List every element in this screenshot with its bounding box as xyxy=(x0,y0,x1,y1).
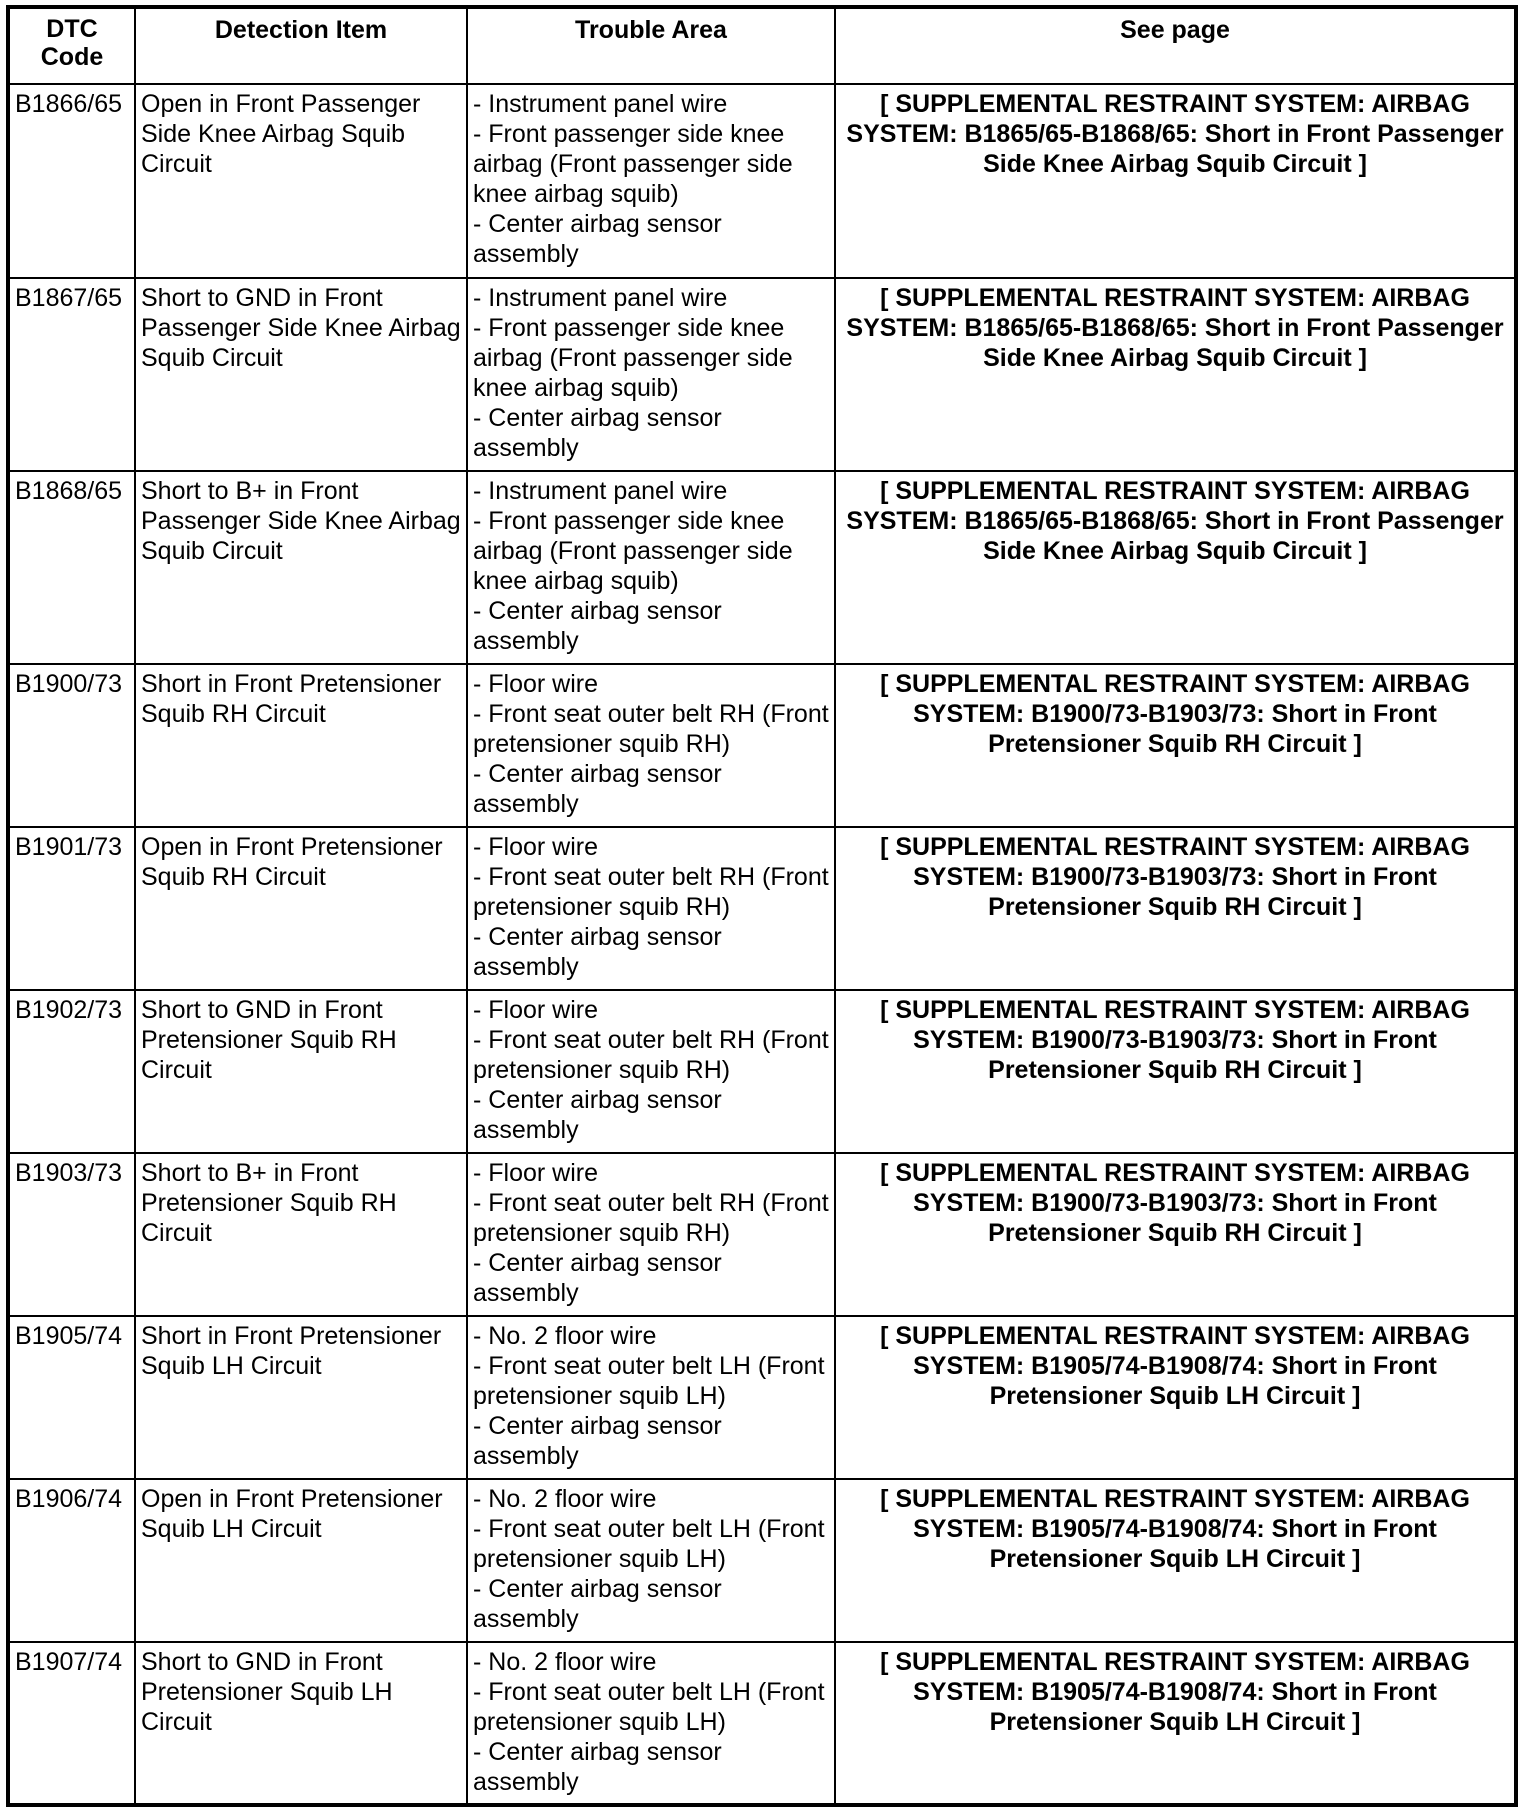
trouble-area-item: - Center airbag sensor assembly xyxy=(473,1086,722,1144)
trouble-area-item: - Front passenger side knee airbag (Front passenger side knee airbag squib) xyxy=(473,314,793,402)
detection-item-cell: Short in Front Pretensioner Squib RH Circuit xyxy=(135,664,467,827)
table-row xyxy=(8,1642,1516,1805)
table-row xyxy=(8,471,1516,664)
table-row xyxy=(8,990,1516,1153)
header-trouble-area: Trouble Area xyxy=(467,7,835,84)
trouble-area-item: - Front seat outer belt LH (Front pretensioner squib LH) xyxy=(473,1515,825,1573)
trouble-area-item: - Center airbag sensor assembly xyxy=(473,923,722,981)
table-row xyxy=(8,1316,1516,1479)
dtc-code-cell: B1866/65 xyxy=(8,84,135,278)
trouble-area-item: - Center airbag sensor assembly xyxy=(473,1249,722,1307)
trouble-area-item: - Floor wire xyxy=(473,996,599,1024)
trouble-area-item: - No. 2 floor wire xyxy=(473,1648,657,1676)
trouble-area-cell xyxy=(467,1642,835,1805)
trouble-area-cell xyxy=(467,278,835,471)
detection-item-cell: Short to B+ in Front Pretensioner Squib RH Circuit xyxy=(135,1153,467,1316)
trouble-area-cell xyxy=(467,1479,835,1642)
trouble-area-item: - Center airbag sensor assembly xyxy=(473,210,722,268)
detection-item-cell: Short to GND in Front Passenger Side Knee Airbag Squib Circuit xyxy=(135,278,467,471)
detection-item-cell: Open in Front Passenger Side Knee Airbag Squib Circuit xyxy=(135,84,467,278)
trouble-area-item: - Front passenger side knee airbag (Front passenger side knee airbag squib) xyxy=(473,120,793,208)
detection-item-cell: Short to GND in Front Pretensioner Squib LH Circuit xyxy=(135,1642,467,1805)
trouble-area-item: - Front seat outer belt LH (Front pretensioner squib LH) xyxy=(473,1678,825,1736)
trouble-area-cell xyxy=(467,84,835,278)
trouble-area-item: - Floor wire xyxy=(473,1159,599,1187)
see-page-link[interactable]: [ SUPPLEMENTAL RESTRAINT SYSTEM: AIRBAG SYSTEM: B1905/74-B1908/74: Short in Front Pretensioner Squib LH Circuit ] xyxy=(835,1642,1516,1805)
dtc-code-cell: B1901/73 xyxy=(8,827,135,990)
dtc-code-cell: B1868/65 xyxy=(8,471,135,664)
header-see-page: See page xyxy=(835,7,1516,84)
trouble-area-cell xyxy=(467,664,835,827)
trouble-area-item: - Instrument panel wire xyxy=(473,477,728,505)
see-page-link[interactable]: [ SUPPLEMENTAL RESTRAINT SYSTEM: AIRBAG SYSTEM: B1865/65-B1868/65: Short in Front Passenger Side Knee Airbag Squib Circuit ] xyxy=(835,471,1516,664)
see-page-link[interactable]: [ SUPPLEMENTAL RESTRAINT SYSTEM: AIRBAG SYSTEM: B1900/73-B1903/73: Short in Front Pretensioner Squib RH Circuit ] xyxy=(835,664,1516,827)
trouble-area-item: - No. 2 floor wire xyxy=(473,1322,657,1350)
see-page-link[interactable]: [ SUPPLEMENTAL RESTRAINT SYSTEM: AIRBAG SYSTEM: B1905/74-B1908/74: Short in Front Pretensioner Squib LH Circuit ] xyxy=(835,1479,1516,1642)
detection-item-cell: Short to B+ in Front Passenger Side Knee Airbag Squib Circuit xyxy=(135,471,467,664)
trouble-area-item: - Floor wire xyxy=(473,833,599,861)
trouble-area-item: - Center airbag sensor assembly xyxy=(473,760,722,818)
trouble-area-item: - Front passenger side knee airbag (Front passenger side knee airbag squib) xyxy=(473,507,793,595)
dtc-document xyxy=(6,5,1514,1795)
see-page-link[interactable]: [ SUPPLEMENTAL RESTRAINT SYSTEM: AIRBAG SYSTEM: B1905/74-B1908/74: Short in Front Pretensioner Squib LH Circuit ] xyxy=(835,1316,1516,1479)
table-row xyxy=(8,1479,1516,1642)
see-page-link[interactable]: [ SUPPLEMENTAL RESTRAINT SYSTEM: AIRBAG SYSTEM: B1900/73-B1903/73: Short in Front Pretensioner Squib RH Circuit ] xyxy=(835,1153,1516,1316)
dtc-code-cell: B1902/73 xyxy=(8,990,135,1153)
header-row xyxy=(8,7,1516,84)
trouble-area-cell xyxy=(467,990,835,1153)
table-row xyxy=(8,827,1516,990)
trouble-area-item: - Center airbag sensor assembly xyxy=(473,1412,722,1470)
dtc-code-cell: B1905/74 xyxy=(8,1316,135,1479)
dtc-code-cell: B1867/65 xyxy=(8,278,135,471)
dtc-code-cell: B1903/73 xyxy=(8,1153,135,1316)
trouble-area-cell xyxy=(467,471,835,664)
trouble-area-item: - No. 2 floor wire xyxy=(473,1485,657,1513)
dtc-code-cell: B1907/74 xyxy=(8,1642,135,1805)
detection-item-cell: Open in Front Pretensioner Squib LH Circuit xyxy=(135,1479,467,1642)
dtc-code-cell: B1900/73 xyxy=(8,664,135,827)
header-dtc-code: DTC Code xyxy=(8,7,135,84)
table-row xyxy=(8,278,1516,471)
trouble-area-item: - Front seat outer belt RH (Front pretensioner squib RH) xyxy=(473,700,829,758)
trouble-area-item: - Center airbag sensor assembly xyxy=(473,597,722,655)
trouble-area-cell xyxy=(467,1316,835,1479)
table-row xyxy=(8,84,1516,278)
trouble-area-item: - Center airbag sensor assembly xyxy=(473,404,722,462)
see-page-link[interactable]: [ SUPPLEMENTAL RESTRAINT SYSTEM: AIRBAG SYSTEM: B1865/65-B1868/65: Short in Front Passenger Side Knee Airbag Squib Circuit ] xyxy=(835,278,1516,471)
see-page-link[interactable]: [ SUPPLEMENTAL RESTRAINT SYSTEM: AIRBAG SYSTEM: B1900/73-B1903/73: Short in Front Pretensioner Squib RH Circuit ] xyxy=(835,827,1516,990)
trouble-area-item: - Center airbag sensor assembly xyxy=(473,1575,722,1633)
trouble-area-item: - Front seat outer belt RH (Front pretensioner squib RH) xyxy=(473,1026,829,1084)
see-page-link[interactable]: [ SUPPLEMENTAL RESTRAINT SYSTEM: AIRBAG SYSTEM: B1865/65-B1868/65: Short in Front Passenger Side Knee Airbag Squib Circuit ] xyxy=(835,84,1516,278)
detection-item-cell: Open in Front Pretensioner Squib RH Circuit xyxy=(135,827,467,990)
table-row xyxy=(8,664,1516,827)
table-row xyxy=(8,1153,1516,1316)
see-page-link[interactable]: [ SUPPLEMENTAL RESTRAINT SYSTEM: AIRBAG SYSTEM: B1900/73-B1903/73: Short in Front Pretensioner Squib RH Circuit ] xyxy=(835,990,1516,1153)
dtc-table xyxy=(6,5,1518,1807)
trouble-area-item: - Front seat outer belt LH (Front pretensioner squib LH) xyxy=(473,1352,825,1410)
detection-item-cell: Short in Front Pretensioner Squib LH Circuit xyxy=(135,1316,467,1479)
trouble-area-item: - Center airbag sensor assembly xyxy=(473,1738,722,1796)
trouble-area-item: - Instrument panel wire xyxy=(473,284,728,312)
trouble-area-item: - Floor wire xyxy=(473,670,599,698)
trouble-area-cell xyxy=(467,827,835,990)
detection-item-cell: Short to GND in Front Pretensioner Squib RH Circuit xyxy=(135,990,467,1153)
header-detection-item: Detection Item xyxy=(135,7,467,84)
trouble-area-item: - Front seat outer belt RH (Front pretensioner squib RH) xyxy=(473,863,829,921)
trouble-area-cell xyxy=(467,1153,835,1316)
trouble-area-item: - Instrument panel wire xyxy=(473,90,728,118)
dtc-code-cell: B1906/74 xyxy=(8,1479,135,1642)
trouble-area-item: - Front seat outer belt RH (Front pretensioner squib RH) xyxy=(473,1189,829,1247)
